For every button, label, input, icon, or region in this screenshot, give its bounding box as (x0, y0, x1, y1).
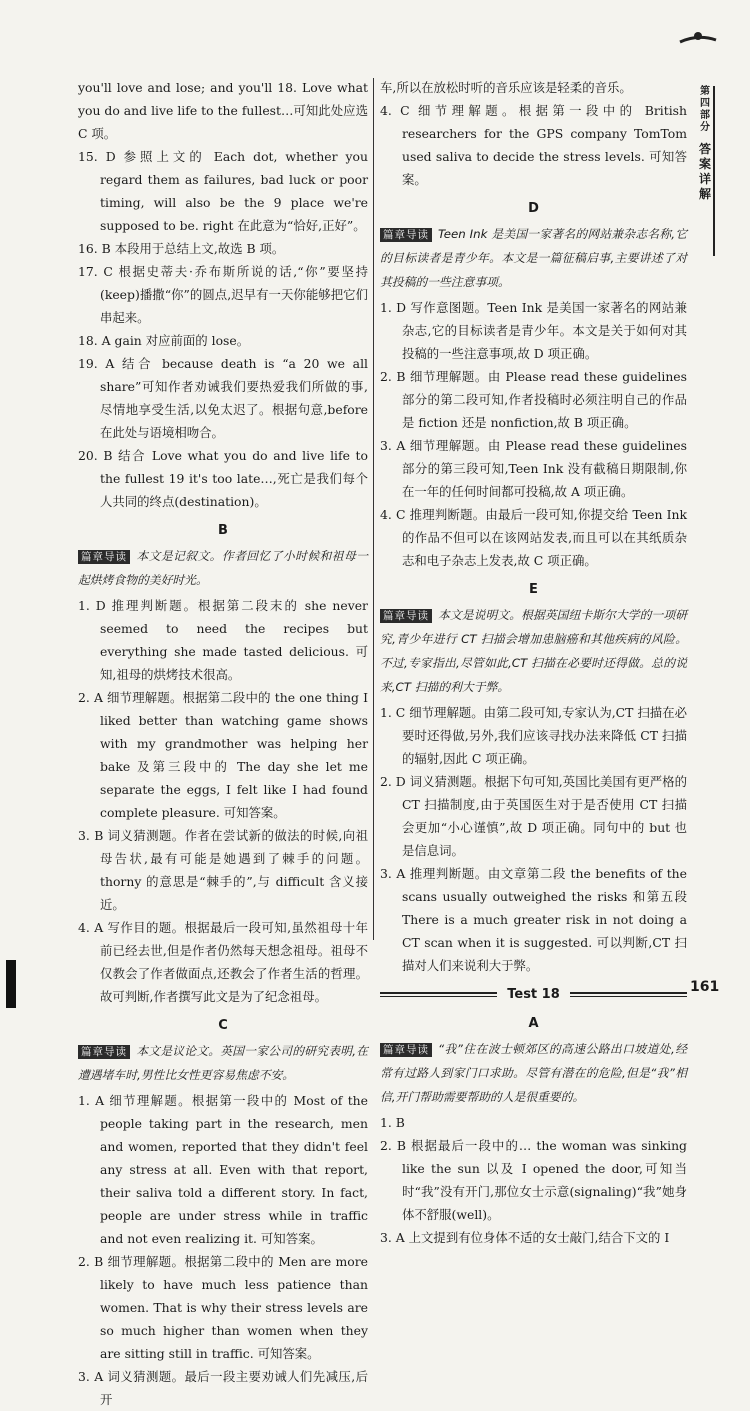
answer-d2: 2. B 细节理解题。由 Please read these guidelines 部分的第二段可知,作者投稿时必须注明自己的作品是 fiction 还是 nonfiction,故 B 项正确。 (380, 369, 687, 430)
right-column (380, 76, 687, 1249)
section-tab (697, 30, 721, 330)
guide-a (380, 1037, 687, 1109)
section-heading-b: B (218, 523, 228, 538)
answers-label: 答案详解 (698, 142, 711, 201)
guide-text: 本文是说明文。根据英国纽卡斯尔大学的一项研究,青少年进行 CT 扫描会增加患脑癌和其他疾病的风险。不过,专家指出,尽管如此,CT 扫描在必要时还得做。总的说来,CT 扫描的利大于弊。 (380, 608, 687, 694)
guide-d (380, 222, 687, 294)
answer-b2: 2. A 细节理解题。根据第二段中的 the one thing I liked better than watching game shows with my grandmother was helping her bake 及第三段中的 The day she let me separate the eggs, I felt like I had found complete pleasure. 可知答案。 (78, 690, 368, 820)
answer-16: 16. B 本段用于总结上文,故选 B 项。 (78, 241, 285, 256)
section-heading-e: E (529, 582, 538, 597)
guide-text: 本文是议论文。英国一家公司的研究表明,在遭遇堵车时,男性比女性更容易焦虑不安。 (78, 1044, 368, 1082)
guide-badge: 篇章导读 (78, 550, 130, 564)
binding-mark (6, 960, 16, 1008)
part-label: 第四部分 (700, 86, 710, 133)
title-rule (380, 992, 497, 997)
guide-badge: 篇章导读 (78, 1045, 130, 1059)
answer-b3: 3. B 词义猜测题。作者在尝试新的做法的时候,向祖母告状,最有可能是她遇到了棘手的问题。thorny 的意思是“棘手的”,与 difficult 含义接近。 (78, 828, 368, 912)
guide-badge: 篇章导读 (380, 1043, 432, 1057)
guide-text: “我”住在波士顿郊区的高速公路出口坡道处,经常有过路人到家门口求助。尽管有潜在的危险,但是“我”相信,开门帮助需要帮助的人是很重要的。 (380, 1042, 687, 1104)
section-heading-a: A (528, 1016, 539, 1031)
guide-badge: 篇章导读 (380, 228, 432, 242)
test-title-text: Test 18 (507, 987, 560, 1002)
guide-e (380, 603, 687, 699)
answer-17: 17. C 根据史蒂夫·乔布斯所说的话,“你”要坚持(keep)播撒“你”的圆点,迟早有一天你能够把它们串起来。 (78, 264, 368, 325)
answer-e3: 3. A 推理判断题。由文章第二段 the benefits of the scans usually outweighed the risks 和第五段 There is a much greater risk in not doing a CT scan when it is suggested. 可以判断,CT 扫描对人们来说利大于弊。 (380, 866, 687, 973)
answer-b1: 1. D 推理判断题。根据第二段末的 she never seemed to need the recipes but everything she made tasted delicious. 可知,祖母的烘烤技术很高。 (78, 598, 368, 682)
answer-e2: 2. D 词义猜测题。根据下句可知,英国比美国有更严格的 CT 扫描制度,由于英国医生对于是否使用 CT 扫描会更加“小心谨慎”,故 D 项正确。同句中的 but 也是信息词。 (380, 774, 687, 858)
continued-paragraph: 车,所以在放松时听的音乐应该是轻柔的音乐。 (380, 80, 632, 95)
tab-divider (713, 86, 715, 256)
answer-c1: 1. A 细节理解题。根据第一段中的 Most of the people taking part in the research, men and women, reported that they didn't feel any stress at all. Even with that report, their saliva told a different story. In fact, people are under stress while in traffic and not even realizing it. 可知答案。 (78, 1093, 368, 1246)
guide-text: Teen Ink 是美国一家著名的网站兼杂志名称,它的目标读者是青少年。本文是一篇征稿启事,主要讲述了对其投稿的一些注意事项。 (380, 227, 687, 289)
answer-d4: 4. C 推理判断题。由最后一段可知,你提交给 Teen Ink 的作品不但可以在该网站发表,而且可以在其纸质杂志和电子杂志上发表,故 C 项正确。 (380, 507, 687, 568)
page-number: 161 (690, 979, 720, 995)
column-divider (373, 78, 374, 940)
answer-a3: 3. A 上文提到有位身体不适的女士敲门,结合下文的 I (380, 1230, 670, 1245)
answer-c3: 3. A 词义猜测题。最后一段主要劝诫人们先减压,后开 (78, 1369, 368, 1407)
guide-badge: 篇章导读 (380, 609, 432, 623)
answer-c4: 4. C 细节理解题。根据第一段中的 British researchers for the GPS company TomTom used saliva to decide the stress levels. 可知答案。 (380, 103, 687, 187)
section-heading-d: D (528, 201, 539, 216)
answer-d1: 1. D 写作意图题。Teen Ink 是美国一家著名的网站兼杂志,它的目标读者是青少年。本文是关于如何对其投稿的一些注意事项,故 D 项正确。 (380, 300, 687, 361)
answer-19: 19. A 结合 because death is “a 20 we all share”可知作者劝诫我们要热爱我们所做的事,尽情地享受生活,以免太迟了。根据句意,before 在此处与语境相吻合。 (78, 356, 368, 440)
guide-text: 本文是记叙文。作者回忆了小时候和祖母一起烘烤食物的美好时光。 (78, 549, 368, 587)
watermark-logo (590, 960, 740, 1014)
guide-c (78, 1039, 368, 1087)
answer-c2: 2. B 细节理解题。根据第二段中的 Men are more likely to have much less patience than women. That is why their stress levels are so much higher than women when they are sitting still in traffic. 可知答案。 (78, 1254, 368, 1361)
answer-15: 15. D 参照上文的 Each dot, whether you regard them as failures, bad luck or poor timing, will also be the 9 place we're supposed to be. right 在此意为“恰好,正好”。 (78, 149, 368, 233)
answer-e1: 1. C 细节理解题。由第二段可知,专家认为,CT 扫描在必要时还得做,另外,我们应该寻找办法来降低 CT 扫描的辐射,因此 C 项正确。 (380, 705, 687, 766)
answer-a1: 1. B (380, 1115, 405, 1130)
answer-a2: 2. B 根据最后一段中的… the woman was sinking like the sun 以及 I opened the door,可知当时“我”没有开门,那位女士示意(signaling)“我”她身体不舒服(well)。 (380, 1138, 687, 1222)
answer-d3: 3. A 细节理解题。由 Please read these guidelines 部分的第三段可知,Teen Ink 没有截稿日期限制,你在一年的任何时间都可投稿,故 A 项正确。 (380, 438, 687, 499)
answer-20: 20. B 结合 Love what you do and live life to the fullest 19 it's too late…,死亡是我们每个人共同的终点(destination)。 (78, 448, 368, 509)
answer-b4: 4. A 写作目的题。根据最后一段可知,虽然祖母十年前已经去世,但是作者仍然每天想念祖母。祖母不仅教会了作者做面点,还教会了作者生活的哲理。故可判断,作者撰写此文是为了纪念祖母。 (78, 920, 368, 1004)
section-heading-c: C (218, 1018, 228, 1033)
left-column (78, 76, 368, 1411)
answer-18: 18. A gain 对应前面的 lose。 (78, 333, 250, 348)
guide-b (78, 544, 368, 592)
continued-paragraph: you'll love and lose; and you'll 18. Love what you do and live life to the fullest…可知此处应选 C 项。 (78, 80, 368, 141)
